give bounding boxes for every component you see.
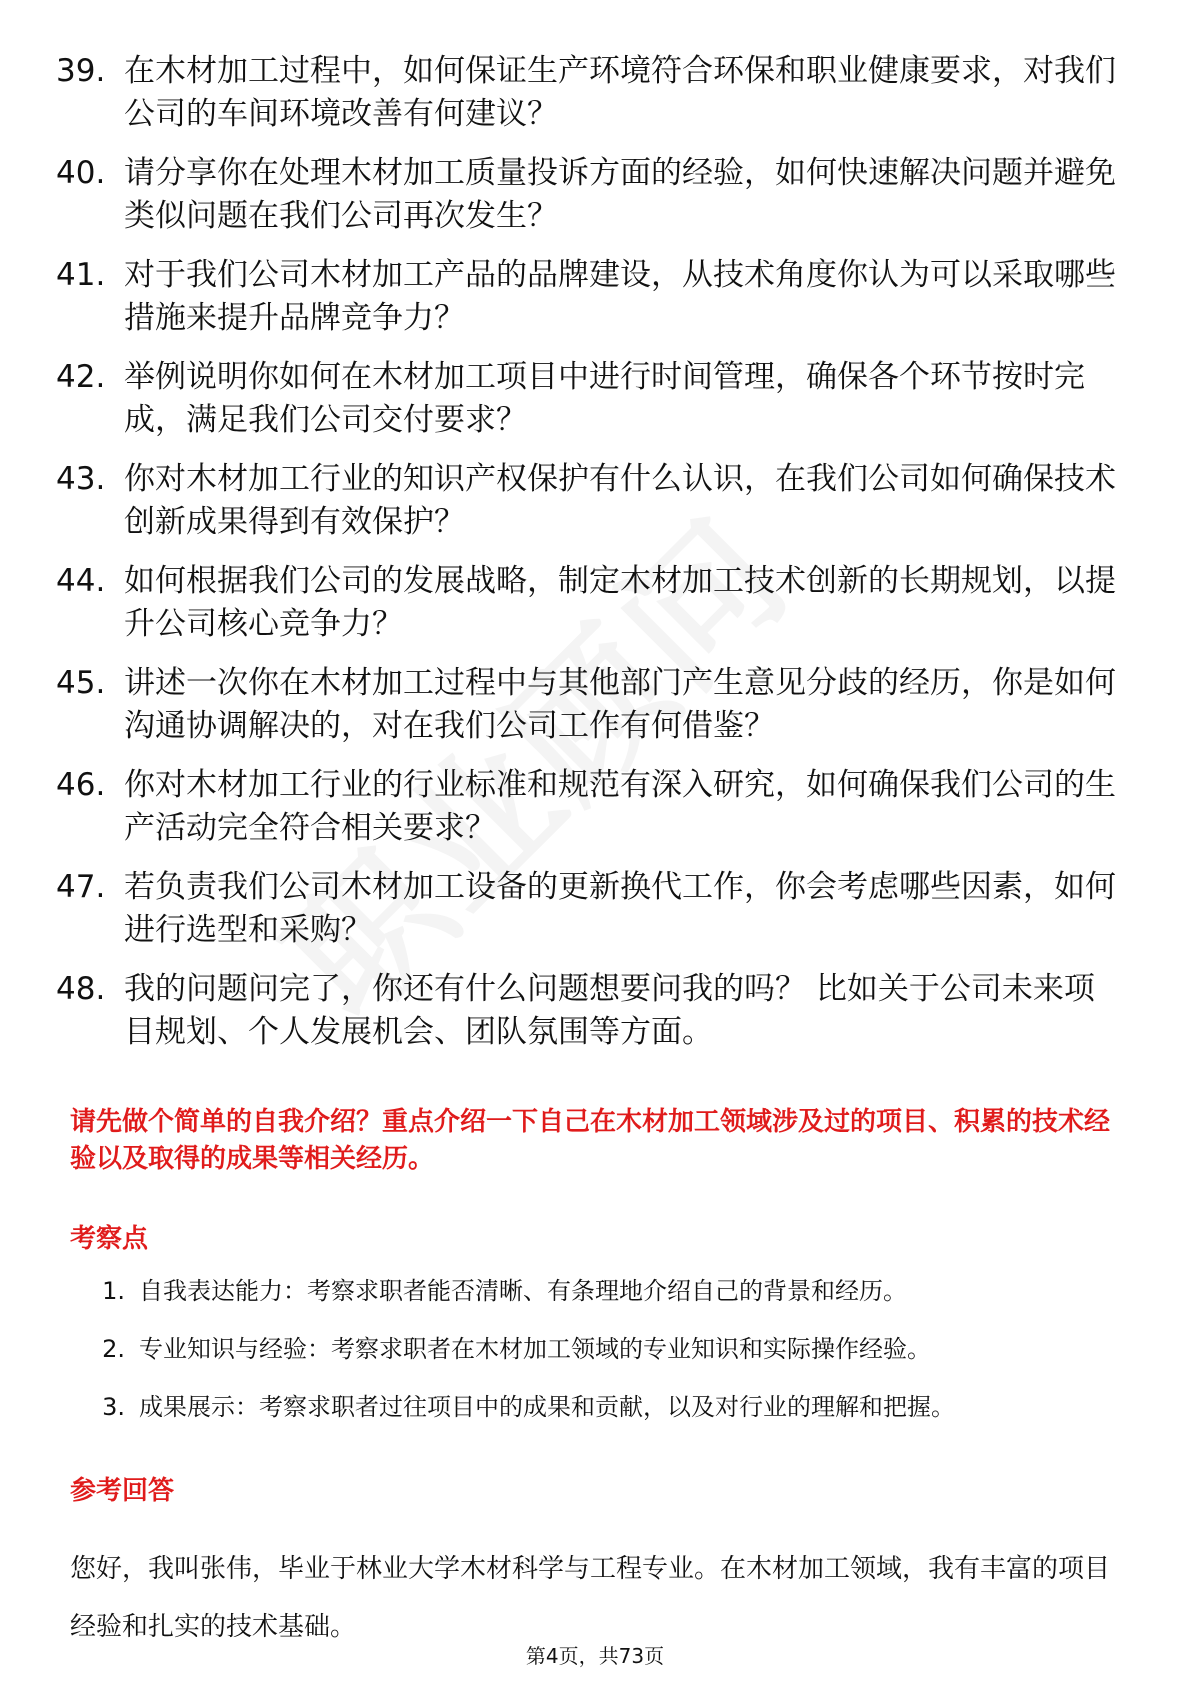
- evaluation-point: [70, 1275, 1120, 1307]
- question-number: 48.: [56, 971, 106, 1007]
- question-text: 我的问题问完了，你还有什么问题想要问我的吗？ 比如关于公司未来项目规划、个人发展机会、团队氛围等方面。: [124, 971, 1095, 1050]
- question-number: 43.: [56, 461, 106, 497]
- question-text: 你对木材加工行业的知识产权保护有什么认识，在我们公司如何确保技术创新成果得到有效保护？: [124, 461, 1116, 540]
- question-number: 40.: [56, 155, 106, 191]
- page-footer: 第4页，共73页: [525, 1644, 665, 1668]
- point-number: 3.: [102, 1393, 125, 1421]
- question-item: [56, 662, 1116, 748]
- question-item: [56, 764, 1116, 850]
- question-number: 44.: [56, 563, 106, 599]
- question-number: 41.: [56, 257, 106, 293]
- question-item: [56, 254, 1116, 340]
- question-item: [56, 356, 1116, 442]
- section-title-answer: 参考回答: [70, 1476, 175, 1506]
- question-item: [56, 50, 1116, 136]
- question-number: 42.: [56, 359, 106, 395]
- question-number: 39.: [56, 53, 106, 89]
- reference-answer: 您好，我叫张伟，毕业于林业大学木材科学与工程专业。在木材加工领域，我有丰富的项目经验和扎实的技术基础。: [70, 1554, 1111, 1642]
- question-list: [56, 50, 1116, 1070]
- question-text: 对于我们公司木材加工产品的品牌建设，从技术角度你认为可以采取哪些措施来提升品牌竞争力？: [124, 257, 1116, 336]
- question-number: 46.: [56, 767, 106, 803]
- evaluation-point: [70, 1391, 1120, 1423]
- question-item: [56, 152, 1116, 238]
- point-number: 2.: [102, 1335, 125, 1363]
- question-number: 47.: [56, 869, 106, 905]
- section-title-points: 考察点: [70, 1224, 149, 1254]
- question-text: 讲述一次你在木材加工过程中与其他部门产生意见分歧的经历，你是如何沟通协调解决的，对在我们公司工作有何借鉴？: [124, 665, 1116, 744]
- question-item: [56, 968, 1116, 1054]
- question-text: 举例说明你如何在木材加工项目中进行时间管理，确保各个环节按时完成，满足我们公司交付要求？: [124, 359, 1085, 438]
- question-text: 如何根据我们公司的发展战略，制定木材加工技术创新的长期规划，以提升公司核心竞争力？: [124, 563, 1116, 642]
- evaluation-point: [70, 1333, 1120, 1365]
- question-text: 若负责我们公司木材加工设备的更新换代工作，你会考虑哪些因素，如何进行选型和采购？: [124, 869, 1116, 948]
- point-number: 1.: [102, 1277, 125, 1305]
- question-item: [56, 458, 1116, 544]
- evaluation-points-list: [70, 1275, 1120, 1449]
- point-text: 成果展示：考察求职者过往项目中的成果和贡献，以及对行业的理解和把握。: [139, 1393, 955, 1421]
- question-item: [56, 560, 1116, 646]
- question-text: 在木材加工过程中，如何保证生产环境符合环保和职业健康要求，对我们公司的车间环境改善有何建议？: [124, 53, 1116, 132]
- question-text: 请分享你在处理木材加工质量投诉方面的经验，如何快速解决问题并避免类似问题在我们公司再次发生？: [124, 155, 1116, 234]
- point-text: 自我表达能力：考察求职者能否清晰、有条理地介绍自己的背景和经历。: [139, 1277, 907, 1305]
- point-text: 专业知识与经验：考察求职者在木材加工领域的专业知识和实际操作经验。: [139, 1335, 931, 1363]
- question-heading: 请先做个简单的自我介绍？重点介绍一下自己在木材加工领域涉及过的项目、积累的技术经验以及取得的成果等相关经历。: [70, 1107, 1111, 1174]
- question-item: [56, 866, 1116, 952]
- question-text: 你对木材加工行业的行业标准和规范有深入研究，如何确保我们公司的生产活动完全符合相关要求？: [124, 767, 1116, 846]
- question-number: 45.: [56, 665, 106, 701]
